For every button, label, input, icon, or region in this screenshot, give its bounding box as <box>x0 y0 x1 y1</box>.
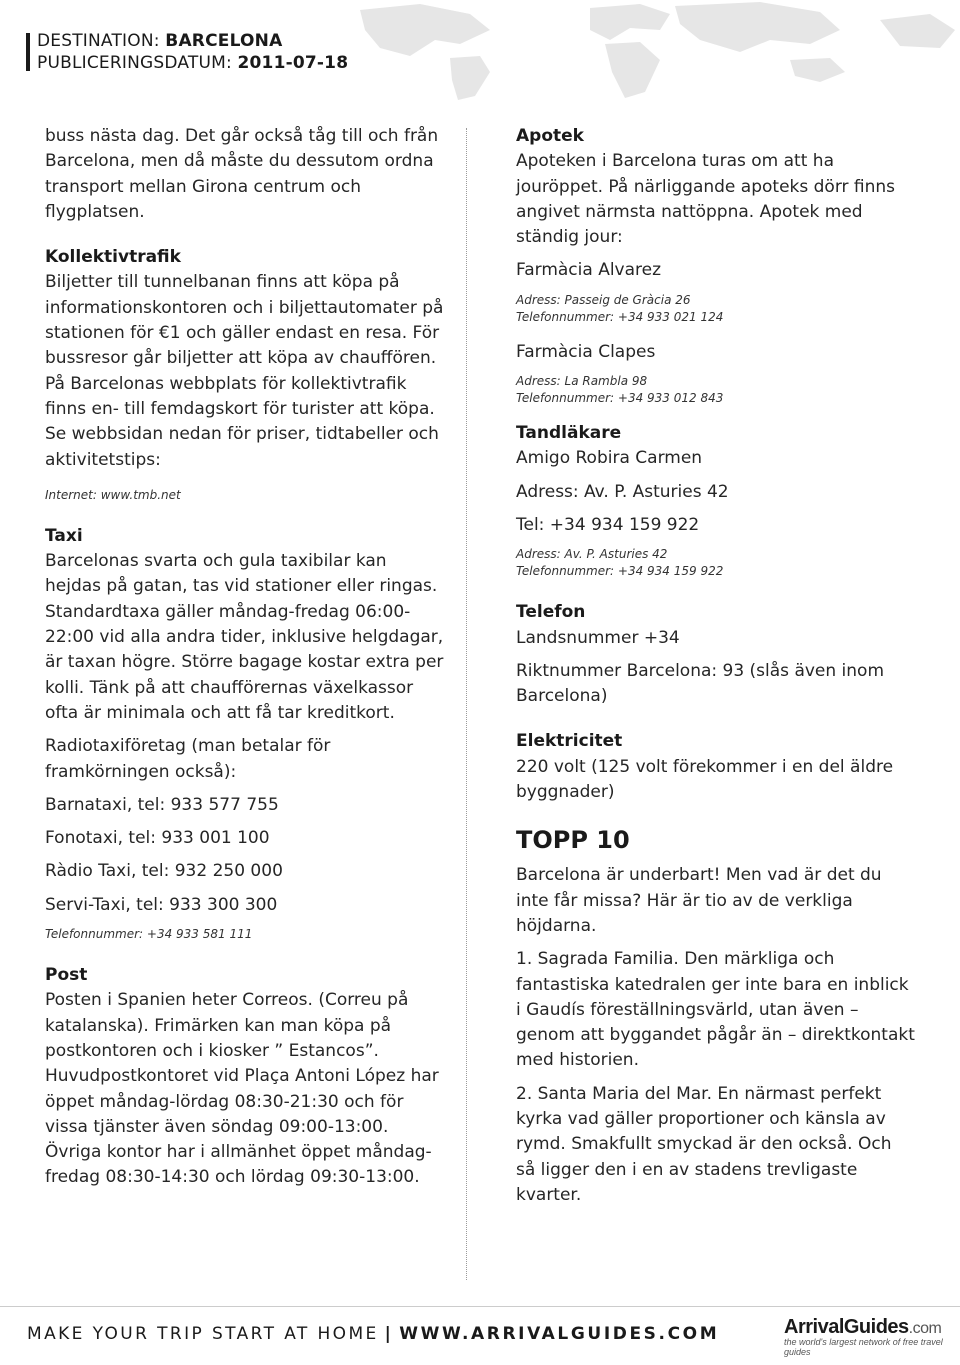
logo-main-text: ArrivalGuides <box>784 1316 909 1338</box>
logo-suffix: .com <box>908 1320 942 1337</box>
intro-paragraph: buss nästa dag. Det går också tåg till och från Barcelona, men då måste du dessutom ordna transport mellan Girona centrum och flygplatsen. <box>45 126 439 222</box>
footer-site-link[interactable]: WWW.ARRIVALGUIDES.COM <box>399 1324 720 1344</box>
radiotaxi-text: Radiotaxiföretag (man betalar för framkörningen också): <box>45 736 331 782</box>
header-title-block <box>37 30 348 74</box>
apotek-heading: Apotek <box>516 126 584 146</box>
tandlakare-tel: Tel: +34 934 159 922 <box>516 514 700 535</box>
page-header <box>0 0 960 100</box>
elektricitet-heading: Elektricitet <box>516 731 623 752</box>
header-accent-bar <box>26 33 30 71</box>
publish-date-label: PUBLICERINGSDATUM: <box>37 53 232 73</box>
footer-slogan: MAKE YOUR TRIP START AT HOME <box>27 1324 379 1344</box>
taxi-company-3: Ràdio Taxi, tel: 932 250 000 <box>45 861 283 882</box>
taxi-text: Barcelonas svarta och gula taxibilar kan hejdas på gatan, tas vid stationer eller ringas. Standardtaxa gäller måndag-fredag 06:00-22:00 vid alla andra tider, inklusive helgdagar, är taxan högre. Större bagage kostar extra per kolli. Tänk på att chaufförernas växelkassor ofta är minimala och att få tar kreditkort. <box>45 551 444 723</box>
world-map-graphic <box>340 0 960 100</box>
telefon-riktnummer: Riktnummer Barcelona: 93 (slås även inom Barcelona) <box>516 660 885 707</box>
column-divider <box>466 128 467 1280</box>
destination-label: DESTINATION: <box>37 31 160 51</box>
topp10-heading: TOPP 10 <box>516 826 630 855</box>
taxi-company-4: Servi-Taxi, tel: 933 300 300 <box>45 894 278 915</box>
footer-slogan-block <box>27 1324 719 1344</box>
right-column <box>516 124 916 1208</box>
pharmacy-1-address: Adress: Passeig de Gràcia 26 <box>516 292 691 307</box>
publish-date-line <box>37 52 348 74</box>
telefon-landsnummer: Landsnummer +34 <box>516 627 680 648</box>
taxi-company-2: Fonotaxi, tel: 933 001 100 <box>45 828 270 849</box>
tandlakare-address-small: Adress: Av. P. Asturies 42 <box>516 547 668 562</box>
kollektivtrafik-text: Biljetter till tunnelbanan finns att köpa på informationskontoren och i biljettautomater på stationen för €1 och gäller endast en resa. För bussresor går biljetter att köpa av chauffören. På Barcelonas webbplats för kollektivtrafik finns en- till femdagskort för turister att köpa. Se webbsidan nedan för priser, tidtabeller och aktivitetstips: <box>45 272 444 470</box>
pharmacy-2-address: Adress: La Rambla 98 <box>516 374 648 389</box>
elektricitet-text: 220 volt (125 volt förekommer i en del äldre byggnader) <box>516 756 894 803</box>
tandlakare-phone-small: Telefonnummer: +34 934 159 922 <box>516 564 724 579</box>
logo-wordmark <box>784 1316 944 1339</box>
telefon-heading: Telefon <box>516 602 586 623</box>
apotek-text: Apoteken i Barcelona turas om att ha jouröppet. På närliggande apoteks dörr finns angivet närmsta nattöppna. Apotek med ständig jour: <box>516 151 896 248</box>
topp10-item-2: 2. Santa Maria del Mar. En närmast perfekt kyrka vad gäller proportioner och känsla av rymd. Smakfullt smyckad är den också. Och så ligger den i en av stadens trevligaste kvarter. <box>516 1083 892 1205</box>
tandlakare-address: Adress: Av. P. Asturies 42 <box>516 481 729 502</box>
publish-date-value: 2011-07-18 <box>237 53 349 73</box>
post-heading: Post <box>45 965 88 986</box>
pharmacy-2-name: Farmàcia Clapes <box>516 341 656 362</box>
tandlakare-heading: Tandläkare <box>516 423 622 444</box>
left-column <box>45 124 445 1191</box>
pharmacy-1-phone: Telefonnummer: +34 933 021 124 <box>516 309 724 324</box>
destination-value: BARCELONA <box>165 31 283 51</box>
logo-tagline: the world's largest network of free travel guides <box>784 1337 943 1357</box>
taxi-company-1: Barnataxi, tel: 933 577 755 <box>45 794 279 815</box>
tandlakare-name: Amigo Robira Carmen <box>516 448 703 469</box>
topp10-item-1: 1. Sagrada Familia. Den märkliga och fantastiska katedralen ger inte bara en inblick i Gaudís föreställningsvärld, utan även – genom att byggandet pågår än – direktkontakt med historien. <box>516 949 915 1071</box>
pharmacy-1-name: Farmàcia Alvarez <box>516 260 662 281</box>
footer-divider <box>0 1306 960 1307</box>
taxi-phone: Telefonnummer: +34 933 581 111 <box>45 927 253 942</box>
kollektivtrafik-heading: Kollektivtrafik <box>45 247 181 268</box>
arrivalguides-logo[interactable] <box>784 1316 944 1356</box>
taxi-heading: Taxi <box>45 525 83 546</box>
destination-line <box>37 30 348 52</box>
topp10-intro: Barcelona är underbart! Men vad är det du inte får missa? Här är tio av de verkliga höjdarna. <box>516 865 882 936</box>
footer-separator: | <box>384 1324 394 1344</box>
post-text: Posten i Spanien heter Correos. (Correu på katalanska). Frimärken kan man köpa på postkontoren och i kiosker ” Estancos”. Huvudpostkontoret vid Plaça Antoni López har öppet måndag-lördag 08:30-21:30 och för vissa tjänster även söndag 09:00-13:00. Övriga kontor har i allmänhet öppet måndag-fredag 08:30-14:30 och lördag 09:30-13:00. <box>45 990 439 1188</box>
kollektivtrafik-internet: Internet: www.tmb.net <box>45 487 181 502</box>
pharmacy-2-phone: Telefonnummer: +34 933 012 843 <box>516 391 724 406</box>
